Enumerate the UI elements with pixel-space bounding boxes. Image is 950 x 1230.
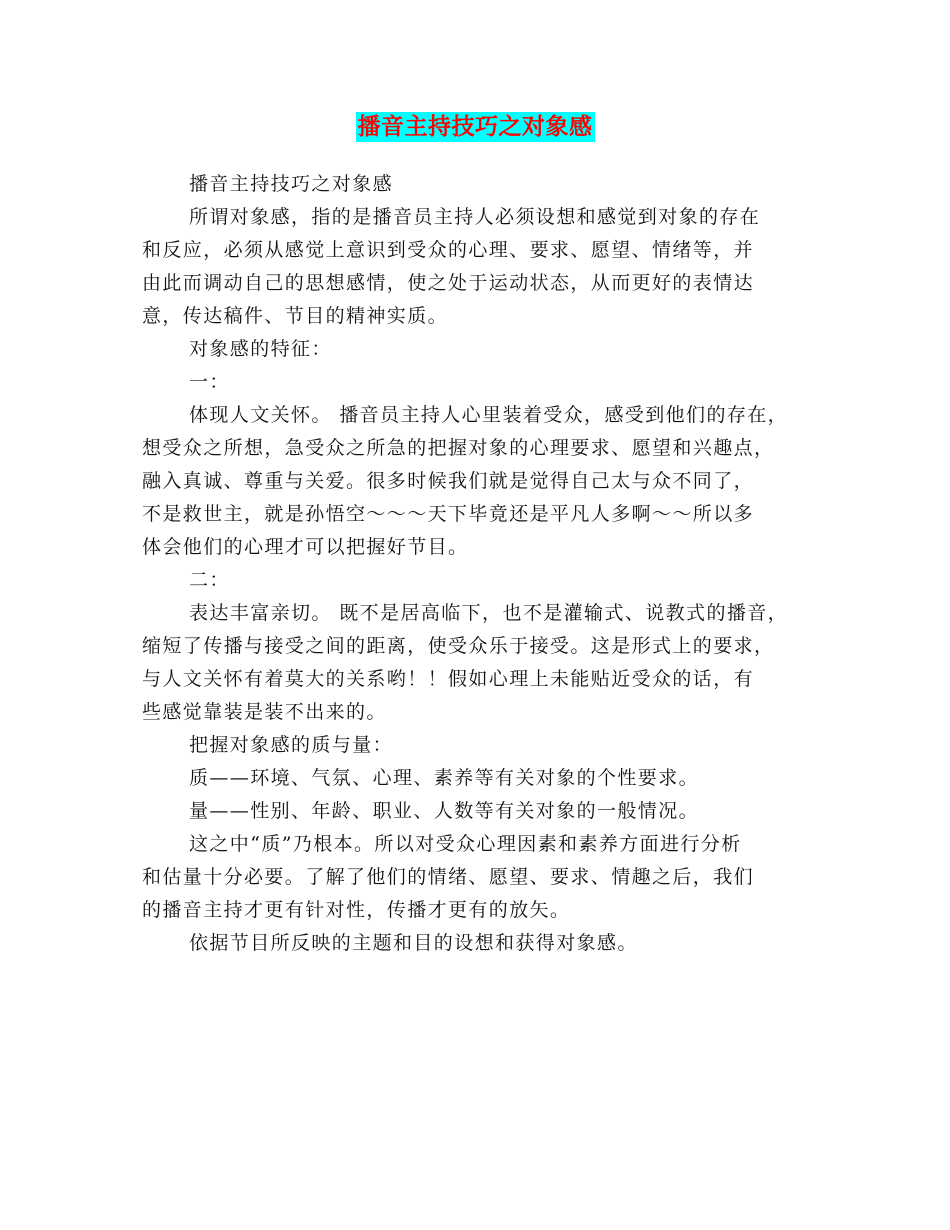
text-line: 些感觉靠装是装不出来的。 <box>142 701 387 723</box>
text-line: 的播音主持才更有针对性，传播才更有的放矢。 <box>142 899 571 921</box>
text-line: 和估量十分必要。了解了他们的情绪、愿望、要求、情趣之后，我们 <box>142 866 755 888</box>
text-line: 与人文关怀有着莫大的关系哟！！假如心理上未能贴近受众的话，有 <box>142 668 755 690</box>
text-line: 对象感的特征： <box>189 338 332 360</box>
text-line: 意，传达稿件、节目的精神实质。 <box>142 305 449 327</box>
text-line: 想受众之所想，急受众之所急的把握对象的心理要求、愿望和兴趣点， <box>142 437 775 459</box>
text-line: 不是救世主，就是孙悟空～～～天下毕竟还是平凡人多啊～～所以多 <box>142 503 755 525</box>
text-line: 一： <box>189 371 230 393</box>
text-line: 融入真诚、尊重与关爱。很多时候我们就是觉得自己太与众不同了， <box>142 470 755 492</box>
text-line: 表达丰富亲切。 既不是居高临下，也不是灌输式、说教式的播音， <box>189 602 789 624</box>
text-line: 所谓对象感，指的是播音员主持人必须设想和感觉到对象的存在 <box>189 206 761 228</box>
text-line: 体现人文关怀。 播音员主持人心里装着受众，感受到他们的存在， <box>189 404 789 426</box>
text-line: 体会他们的心理才可以把握好节目。 <box>142 536 469 558</box>
text-line: 缩短了传播与接受之间的距离，使受众乐于接受。这是形式上的要求， <box>142 635 775 657</box>
text-line: 二： <box>189 569 230 591</box>
text-line: 播音主持技巧之对象感 <box>189 173 394 195</box>
text-line: 由此而调动自己的思想感情，使之处于运动状态，从而更好的表情达 <box>142 272 755 294</box>
text-line: 把握对象感的质与量： <box>189 734 394 756</box>
text-line: 量——性别、年龄、职业、人数等有关对象的一般情况。 <box>189 800 700 822</box>
text-line: 和反应，必须从感觉上意识到受众的心理、要求、愿望、情绪等，并 <box>142 239 755 261</box>
text-line: 质——环境、气氛、心理、素养等有关对象的个性要求。 <box>189 767 700 789</box>
text-line: 这之中“质”乃根本。所以对受众心理因素和素养方面进行分析 <box>189 833 742 855</box>
text-line: 依据节目所反映的主题和目的设想和获得对象感。 <box>189 932 638 954</box>
title-container <box>0 112 950 142</box>
document-body <box>142 168 822 960</box>
document-title: 播音主持技巧之对象感 <box>357 114 593 140</box>
